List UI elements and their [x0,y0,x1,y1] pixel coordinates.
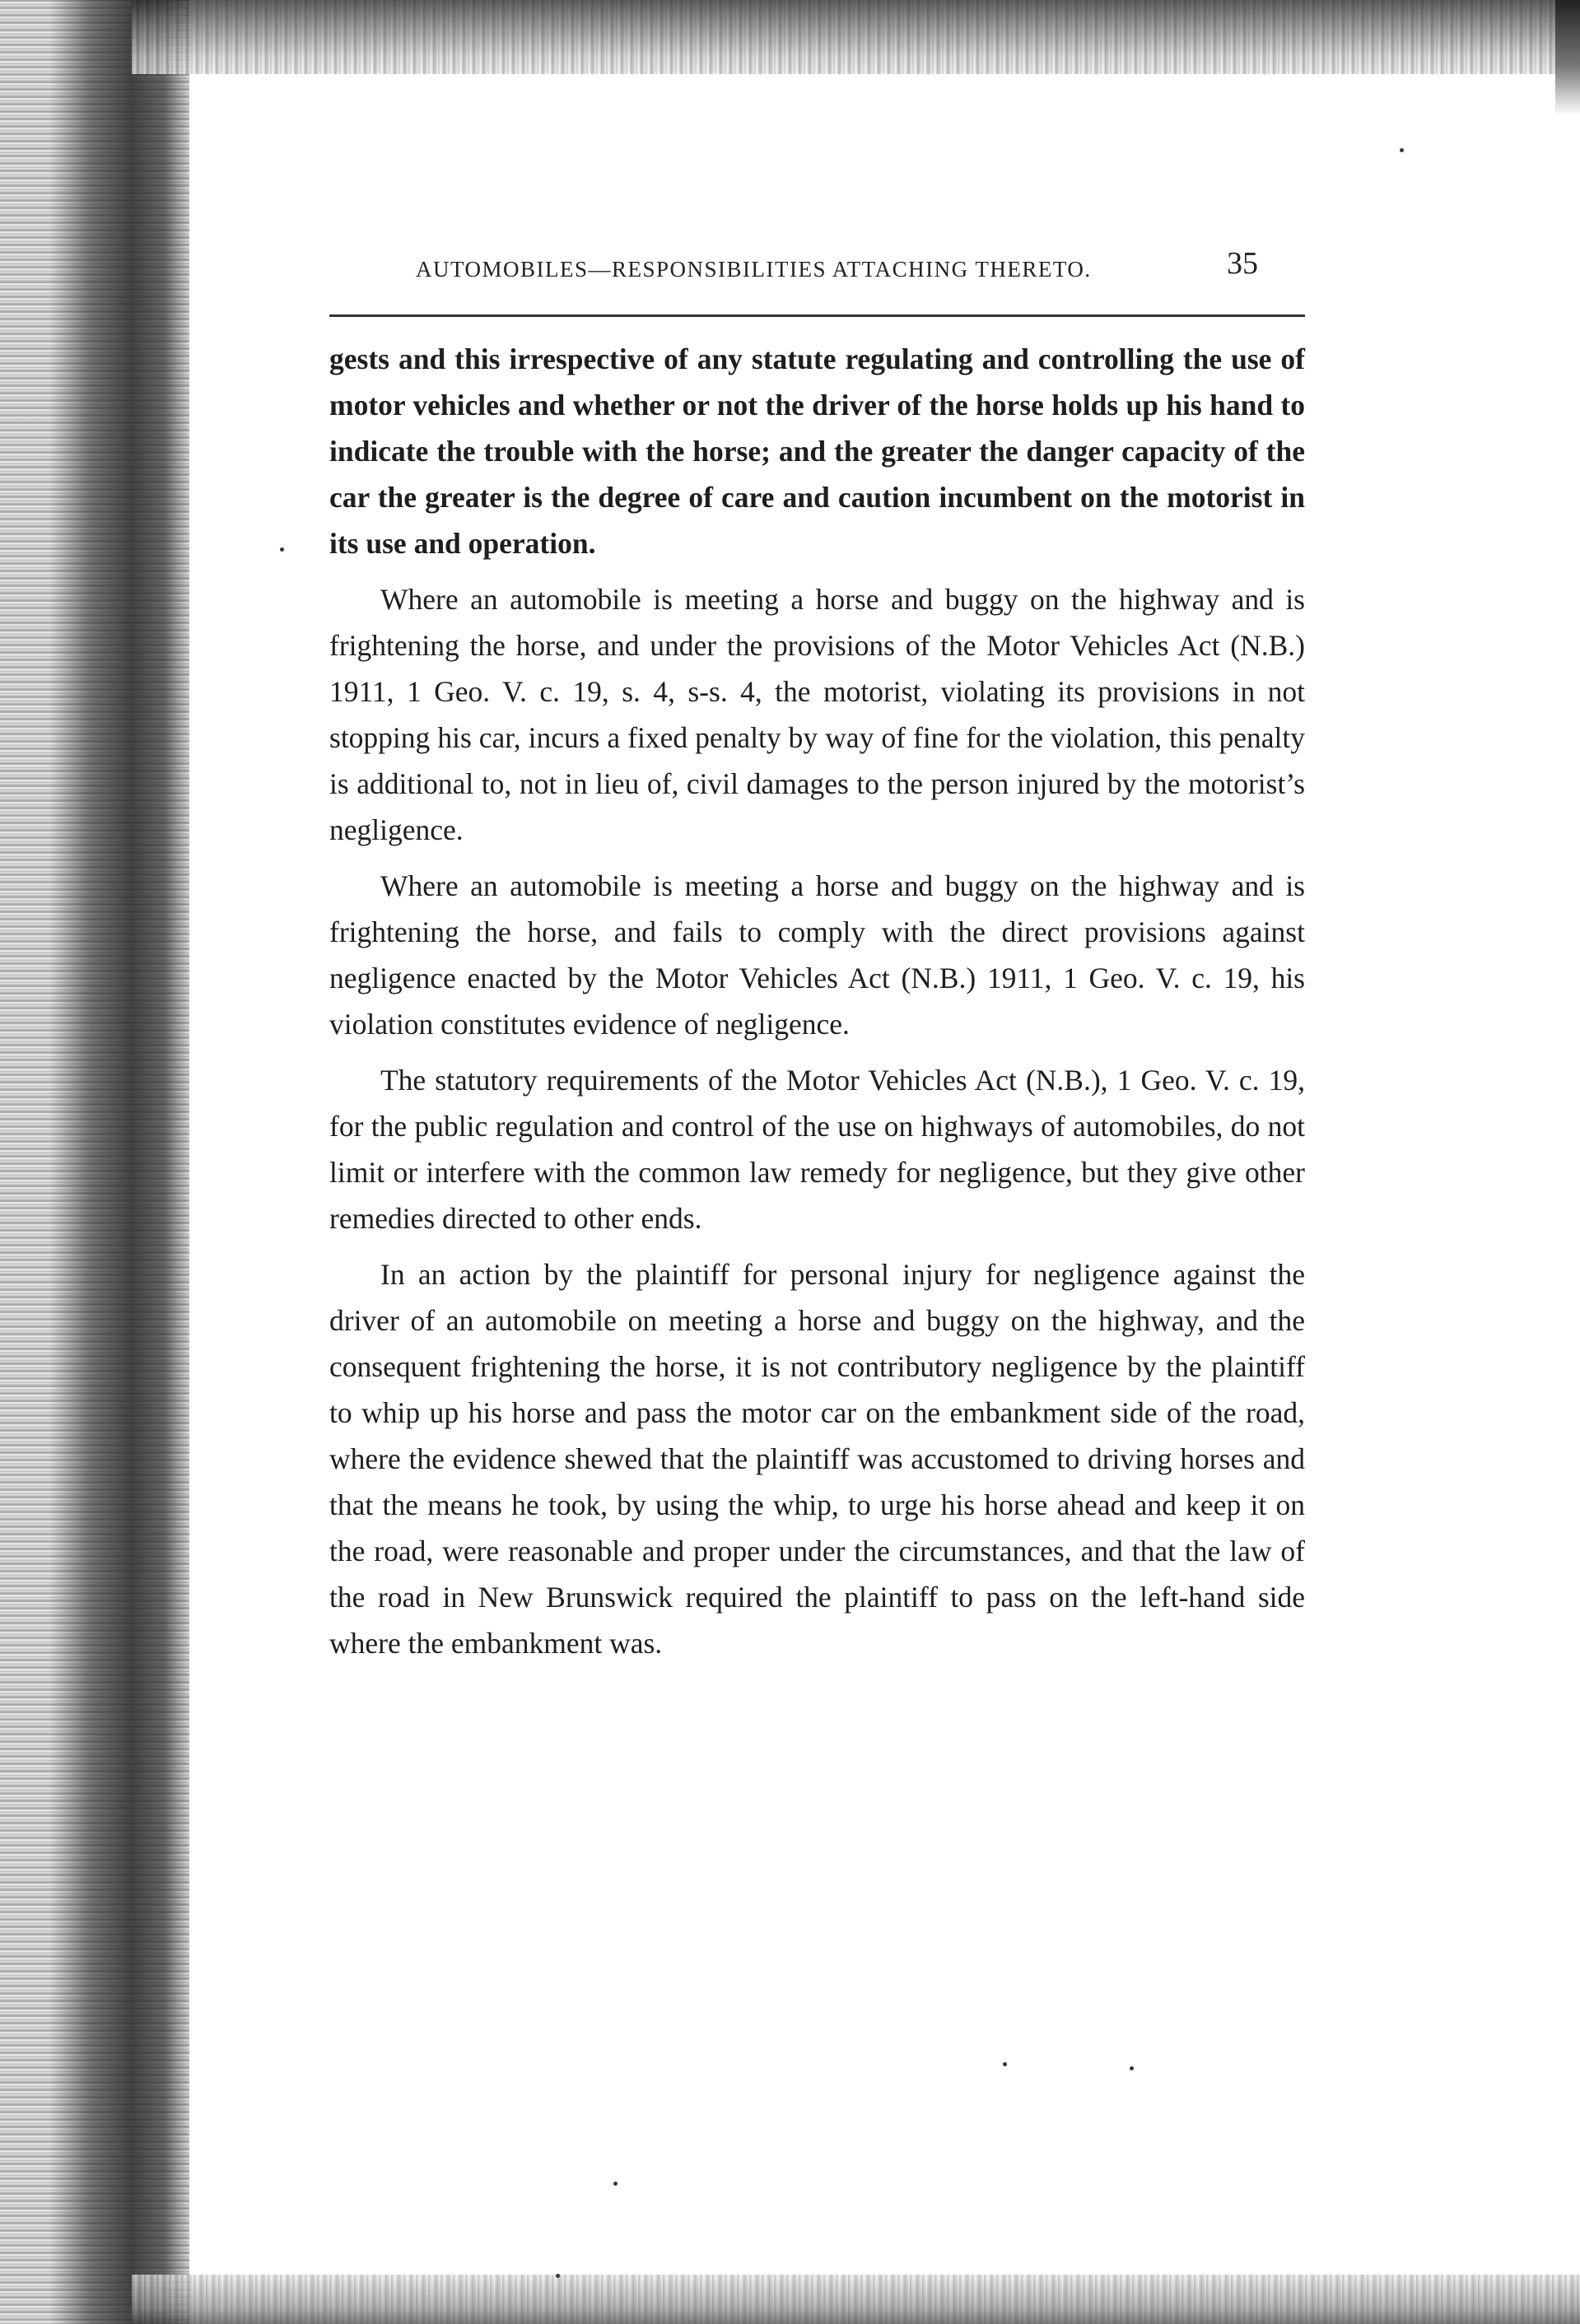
body-text [329,336,1305,1676]
scan-speck [1130,2066,1134,2070]
scan-speck [1400,148,1404,152]
paragraph: Where an automobile is meeting a horse and buggy on the highway and is frightening the horse, and under the provisions of the Motor Vehicles Act (N.B.) 1911, 1 Geo. V. c. 19, s. 4, s-s. 4, the motorist, violating its provisions in not stopping his car, incurs a fixed penalty by way of fine for the violation, this penalty is additional to, not in lieu of, civil damages to the person injured by the motorist’s negligence. [329,583,1305,846]
running-title: AUTOMOBILES—RESPONSIBILITIES ATTACHING THERETO. [416,257,1092,282]
paragraph: The statutory requirements of the Motor Vehicles Act (N.B.), 1 Geo. V. c. 19, for the public regulation and control of the use on highways of automobiles, do not limit or interfere with the common law remedy for negligence, but they give other remedies directed to other ends. [329,1064,1305,1235]
running-head [329,239,1305,288]
paragraph: Where an automobile is meeting a horse and buggy on the highway and is frightening the horse, and fails to comply with the direct provisions against negligence enacted by the Motor Vehicles Act (N.B.) 1911, 1 Geo. V. c. 19, his violation constitutes evidence of negligence. [329,869,1305,1041]
page-number: 35 [1227,246,1258,281]
paragraph: In an action by the plaintiff for personal injury for negligence against the driver of an automobile on meeting a horse and buggy on the highway, and the consequent frightening the horse, it is not contributory negligence by the plaintiff to whip up his horse and pass the motor car on the embankment side of the road, where the evidence shewed that the plaintiff was accustomed to driving horses and that the means he took, by using the whip, to urge his horse ahead and keep it on the road, were reasonable and proper under the circumstances, and that the law of the road in New Brunswick required the plaintiff to pass on the left-hand side where the embankment was. [329,1258,1305,1660]
scan-speck [556,2274,560,2278]
scan-edge-right [1555,0,1580,115]
scan-speck [280,547,284,552]
scan-speck [613,2182,618,2186]
paragraph-continuation: gests and this irrespective of any statute regulating and controlling the use of motor vehicles and whether or not the driver of the horse holds up his hand to indicate the trouble with the horse; and the greater the danger capacity of the car the greater is the degree of care and caution incumbent on the motorist in its use and operation. [329,342,1305,560]
header-rule [329,314,1305,317]
scan-edge-left [0,0,189,2324]
book-page [329,239,1305,1660]
scan-speck [1003,2062,1007,2066]
scan-edge-top [132,0,1580,74]
scan-edge-bottom [132,2275,1580,2324]
